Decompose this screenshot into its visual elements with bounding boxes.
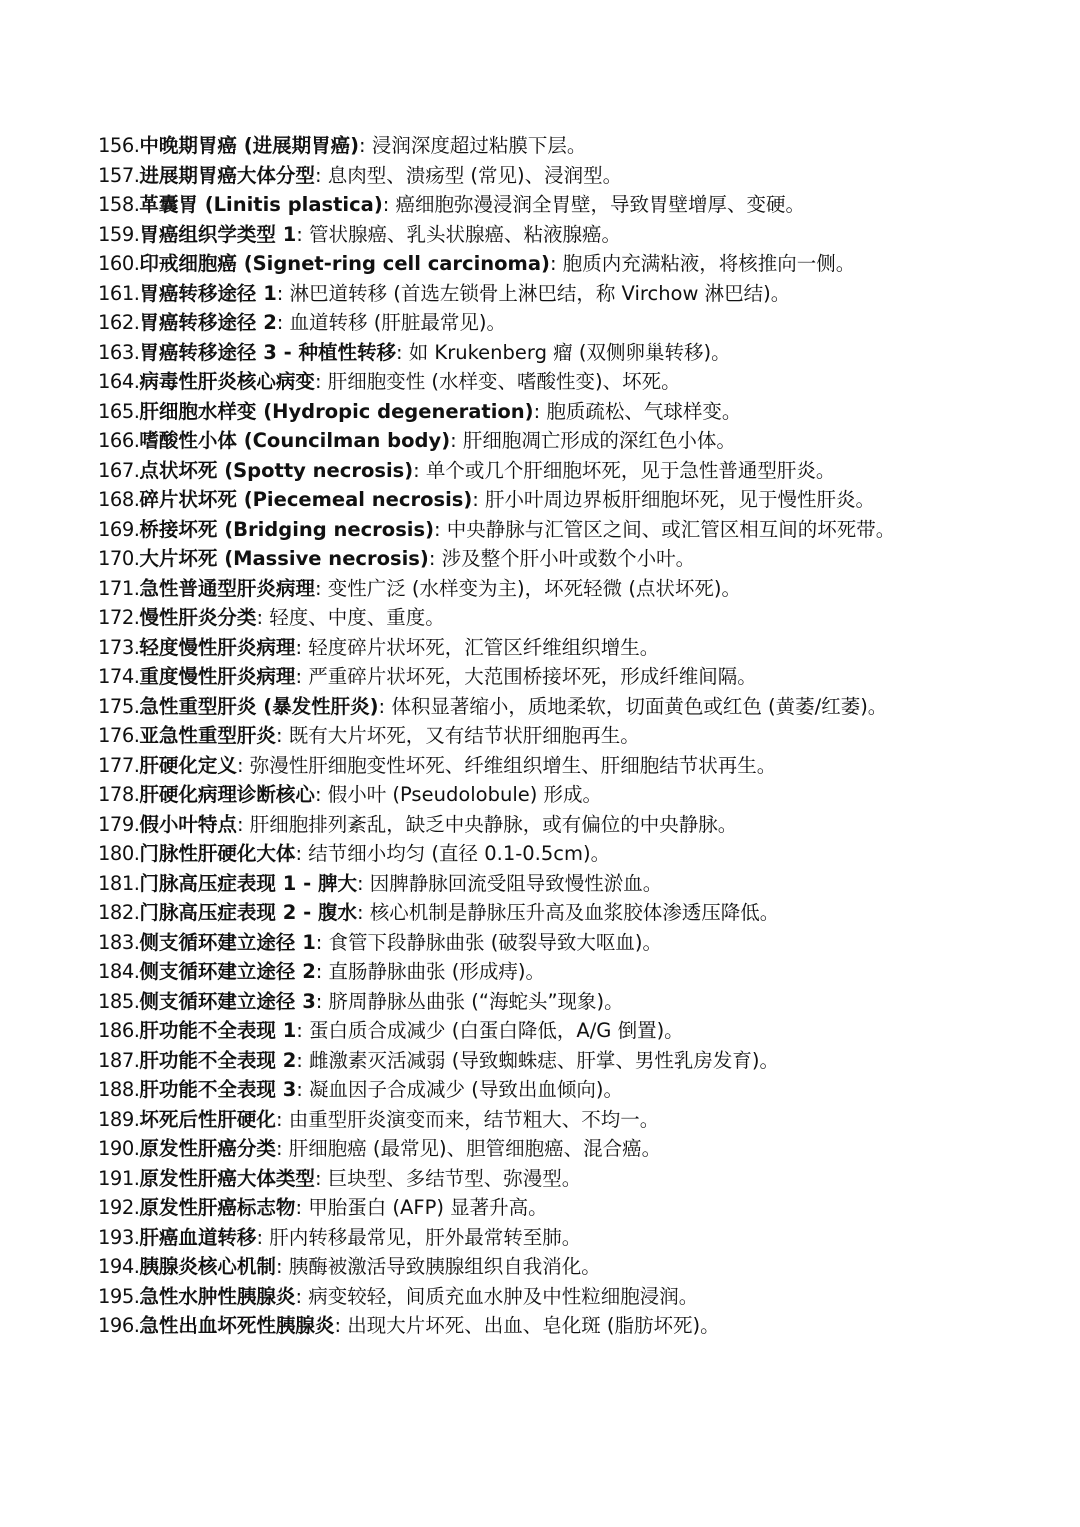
list-item <box>98 1075 968 1105</box>
item-number: 156. <box>98 134 140 157</box>
item-term: 肝功能不全表现 3 <box>139 1078 297 1101</box>
item-description: : 轻度碎片状坏死，汇管区纤维组织增生。 <box>295 635 660 659</box>
item-number: 191. <box>98 1166 140 1190</box>
list-item <box>98 869 968 899</box>
item-term: 印戒细胞癌 (Signet-ring cell carcinoma) <box>139 252 550 275</box>
item-description: : 雌激素灭活减弱 (导致蜘蛛痣、肝掌、男性乳房发育)。 <box>296 1048 779 1072</box>
list-item <box>98 928 968 958</box>
list-item <box>98 662 968 692</box>
item-term: 门脉高压症表现 1 - 脾大 <box>139 871 357 895</box>
item-term: 胃癌组织学类型 1 <box>139 222 297 246</box>
item-number: 188. <box>98 1078 140 1101</box>
item-number: 161. <box>98 281 140 305</box>
item-description: : 核心机制是静脉压升高及血浆胶体渗透压降低。 <box>356 901 780 924</box>
item-term: 肝癌血道转移 <box>139 1225 257 1249</box>
list-item <box>98 633 968 663</box>
item-description: : 淋巴道转移 (首选左锁骨上淋巴结，称 Virchow 淋巴结)。 <box>276 281 791 305</box>
item-number: 189. <box>98 1107 140 1131</box>
item-number: 166. <box>98 429 140 452</box>
item-number: 192. <box>98 1196 140 1219</box>
item-term: 侧支循环建立途径 1 <box>139 930 316 954</box>
item-term: 嗜酸性小体 (Councilman body) <box>139 429 451 452</box>
item-term: 门脉性肝硬化大体 <box>139 842 296 865</box>
item-term: 原发性肝癌分类 <box>139 1137 276 1160</box>
item-number: 169. <box>98 517 140 541</box>
item-number: 187. <box>98 1048 140 1072</box>
list-item <box>98 692 968 722</box>
item-term: 肝功能不全表现 2 <box>139 1048 297 1072</box>
item-term: 急性普通型肝炎病理 <box>139 576 315 600</box>
item-term: 胃癌转移途径 2 <box>139 311 277 334</box>
item-description: : 变性广泛 (水样变为主)，坏死轻微 (点状坏死)。 <box>314 576 742 600</box>
item-description: : 浸润深度超过粘膜下层。 <box>359 134 587 157</box>
item-number: 160. <box>98 252 140 275</box>
item-description: : 单个或几个肝细胞坏死，见于急性普通型肝炎。 <box>413 458 836 482</box>
item-description: : 因脾静脉回流受阻导致慢性淤血。 <box>356 871 663 895</box>
list-item <box>98 190 968 220</box>
item-number: 185. <box>98 989 140 1013</box>
item-number: 175. <box>98 694 140 718</box>
item-term: 门脉高压症表现 2 - 腹水 <box>139 901 357 924</box>
item-term: 轻度慢性肝炎病理 <box>139 635 296 659</box>
list-item <box>98 1311 968 1341</box>
item-description: : 食管下段静脉曲张 (破裂导致大呕血)。 <box>315 930 662 954</box>
item-term: 急性水肿性胰腺炎 <box>139 1284 296 1308</box>
item-description: : 胰酶被激活导致胰腺组织自我消化。 <box>275 1255 601 1278</box>
item-number: 179. <box>98 812 140 836</box>
item-description: : 假小叶 (Pseudolobule) 形成。 <box>314 783 603 806</box>
item-term: 侧支循环建立途径 2 <box>139 960 316 983</box>
item-description: : 凝血因子合成减少 (导致出血倾向)。 <box>296 1078 623 1101</box>
item-number: 190. <box>98 1137 140 1160</box>
list-item <box>98 161 968 191</box>
item-term: 坏死后性肝硬化 <box>139 1107 276 1131</box>
list-item <box>98 338 968 368</box>
item-term: 胃癌转移途径 1 <box>139 281 277 305</box>
item-number: 176. <box>98 724 140 747</box>
item-number: 181. <box>98 871 140 895</box>
list-item <box>98 1105 968 1135</box>
list-item <box>98 810 968 840</box>
item-number: 195. <box>98 1284 140 1308</box>
list-item <box>98 1223 968 1253</box>
item-term: 假小叶特点 <box>139 812 237 836</box>
item-number: 167. <box>98 458 140 482</box>
item-description: : 管状腺癌、乳头状腺癌、粘液腺癌。 <box>296 222 622 246</box>
item-number: 170. <box>98 547 140 570</box>
item-description: : 体积显著缩小，质地柔软，切面黄色或红色 (黄萎/红萎)。 <box>378 694 888 718</box>
list-item <box>98 751 968 781</box>
item-number: 177. <box>98 753 140 777</box>
item-term: 急性重型肝炎 (暴发性肝炎) <box>139 694 379 718</box>
item-description: : 出现大片坏死、出血、皂化斑 (脂肪坏死)。 <box>334 1314 720 1337</box>
list-item <box>98 249 968 279</box>
item-number: 164. <box>98 370 140 393</box>
list-item <box>98 544 968 574</box>
item-term: 侧支循环建立途径 3 <box>139 989 316 1013</box>
item-description: : 甲胎蛋白 (AFP) 显著升高。 <box>295 1196 548 1219</box>
item-number: 163. <box>98 340 140 364</box>
item-description: : 弥漫性肝细胞变性坏死、纤维组织增生、肝细胞结节状再生。 <box>236 753 777 777</box>
item-number: 168. <box>98 488 140 511</box>
item-number: 196. <box>98 1314 140 1337</box>
item-description: : 涉及整个肝小叶或数个小叶。 <box>428 547 696 570</box>
list-item <box>98 1252 968 1282</box>
list-item <box>98 957 968 987</box>
list-item <box>98 308 968 338</box>
list-item <box>98 721 968 751</box>
item-term: 慢性肝炎分类 <box>139 606 257 629</box>
item-term: 胃癌转移途径 3 - 种植性转移 <box>139 340 396 364</box>
item-description: : 癌细胞弥漫浸润全胃壁，导致胃壁增厚、变硬。 <box>382 193 806 216</box>
item-number: 158. <box>98 193 140 216</box>
item-description: : 胞质内充满粘液，将核推向一侧。 <box>549 252 856 275</box>
list-item <box>98 898 968 928</box>
item-description: : 肝细胞凋亡形成的深红色小体。 <box>450 429 736 452</box>
item-description: : 肝内转移最常见，肝外最常转至肺。 <box>256 1225 582 1249</box>
item-description: : 病变较轻，间质充血水肿及中性粒细胞浸润。 <box>295 1284 699 1308</box>
item-description: : 蛋白质合成减少 (白蛋白降低，A/G 倒置)。 <box>296 1019 684 1042</box>
list-item <box>98 456 968 486</box>
item-description: : 脐周静脉丛曲张 (“海蛇头”现象)。 <box>315 989 624 1013</box>
list-item <box>98 426 968 456</box>
list-item <box>98 485 968 515</box>
item-number: 159. <box>98 222 140 246</box>
list-item <box>98 987 968 1017</box>
item-number: 171. <box>98 576 140 600</box>
item-description: : 如 Krukenberg 瘤 (双侧卵巢转移)。 <box>395 340 731 364</box>
item-term: 原发性肝癌大体类型 <box>139 1166 315 1190</box>
item-description: : 由重型肝炎演变而来，结节粗大、不均一。 <box>275 1107 660 1131</box>
item-description: : 肝细胞排列紊乱，缺乏中央静脉，或有偏位的中央静脉。 <box>236 812 738 836</box>
item-number: 182. <box>98 901 140 924</box>
item-number: 184. <box>98 960 140 983</box>
item-term: 肝硬化定义 <box>139 753 237 777</box>
item-number: 165. <box>98 399 140 423</box>
item-term: 桥接坏死 (Bridging necrosis) <box>139 517 435 541</box>
list-item <box>98 367 968 397</box>
item-term: 肝功能不全表现 1 <box>139 1019 297 1042</box>
item-term: 碎片状坏死 (Piecemeal necrosis) <box>139 488 473 511</box>
item-number: 172. <box>98 606 140 629</box>
list-item <box>98 131 968 161</box>
item-number: 174. <box>98 665 140 688</box>
item-term: 肝细胞水样变 (Hydropic degeneration) <box>139 399 534 423</box>
item-term: 胰腺炎核心机制 <box>139 1255 276 1278</box>
list-item <box>98 1282 968 1312</box>
item-number: 193. <box>98 1225 140 1249</box>
item-term: 革囊胃 (Linitis plastica) <box>139 193 383 216</box>
item-description: : 中央静脉与汇管区之间、或汇管区相互间的坏死带。 <box>434 517 896 541</box>
list-item <box>98 515 968 545</box>
item-description: : 轻度、中度、重度。 <box>256 606 445 629</box>
item-description: : 肝细胞癌 (最常见)、胆管细胞癌、混合癌。 <box>275 1137 662 1160</box>
document-page <box>98 131 968 1341</box>
item-term: 原发性肝癌标志物 <box>139 1196 296 1219</box>
item-term: 亚急性重型肝炎 <box>139 724 276 747</box>
item-term: 大片坏死 (Massive necrosis) <box>139 547 429 570</box>
item-description: : 息肉型、溃疡型 (常见)、浸润型。 <box>314 163 623 187</box>
item-number: 194. <box>98 1255 140 1278</box>
item-term: 重度慢性肝炎病理 <box>139 665 296 688</box>
list-item <box>98 1016 968 1046</box>
list-item <box>98 1164 968 1194</box>
item-number: 180. <box>98 842 140 865</box>
list-item <box>98 574 968 604</box>
item-description: : 巨块型、多结节型、弥漫型。 <box>314 1166 582 1190</box>
list-item <box>98 839 968 869</box>
item-description: : 既有大片坏死，又有结节状肝细胞再生。 <box>275 724 640 747</box>
list-item <box>98 1193 968 1223</box>
item-description: : 胞质疏松、气球样变。 <box>533 399 742 423</box>
item-number: 162. <box>98 311 140 334</box>
item-description: : 肝细胞变性 (水样变、嗜酸性变)、坏死。 <box>314 370 681 393</box>
item-term: 点状坏死 (Spotty necrosis) <box>139 458 414 482</box>
item-description: : 直肠静脉曲张 (形成痔)。 <box>315 960 545 983</box>
item-term: 中晚期胃癌 (进展期胃癌) <box>139 134 360 157</box>
item-number: 178. <box>98 783 140 806</box>
item-description: : 结节细小均匀 (直径 0.1-0.5cm)。 <box>295 842 611 865</box>
list-item <box>98 397 968 427</box>
list-item <box>98 1046 968 1076</box>
list-item <box>98 1134 968 1164</box>
list-item <box>98 220 968 250</box>
item-term: 病毒性肝炎核心病变 <box>139 370 315 393</box>
list-item <box>98 780 968 810</box>
item-number: 183. <box>98 930 140 954</box>
item-description: : 肝小叶周边界板肝细胞坏死，见于慢性肝炎。 <box>472 488 876 511</box>
item-number: 186. <box>98 1019 140 1042</box>
item-number: 173. <box>98 635 140 659</box>
item-term: 肝硬化病理诊断核心 <box>139 783 315 806</box>
list-item <box>98 603 968 633</box>
item-term: 急性出血坏死性胰腺炎 <box>139 1314 335 1337</box>
item-term: 进展期胃癌大体分型 <box>139 163 315 187</box>
list-item <box>98 279 968 309</box>
item-number: 157. <box>98 163 140 187</box>
item-description: : 严重碎片状坏死，大范围桥接坏死，形成纤维间隔。 <box>295 665 757 688</box>
item-description: : 血道转移 (肝脏最常见)。 <box>276 311 506 334</box>
